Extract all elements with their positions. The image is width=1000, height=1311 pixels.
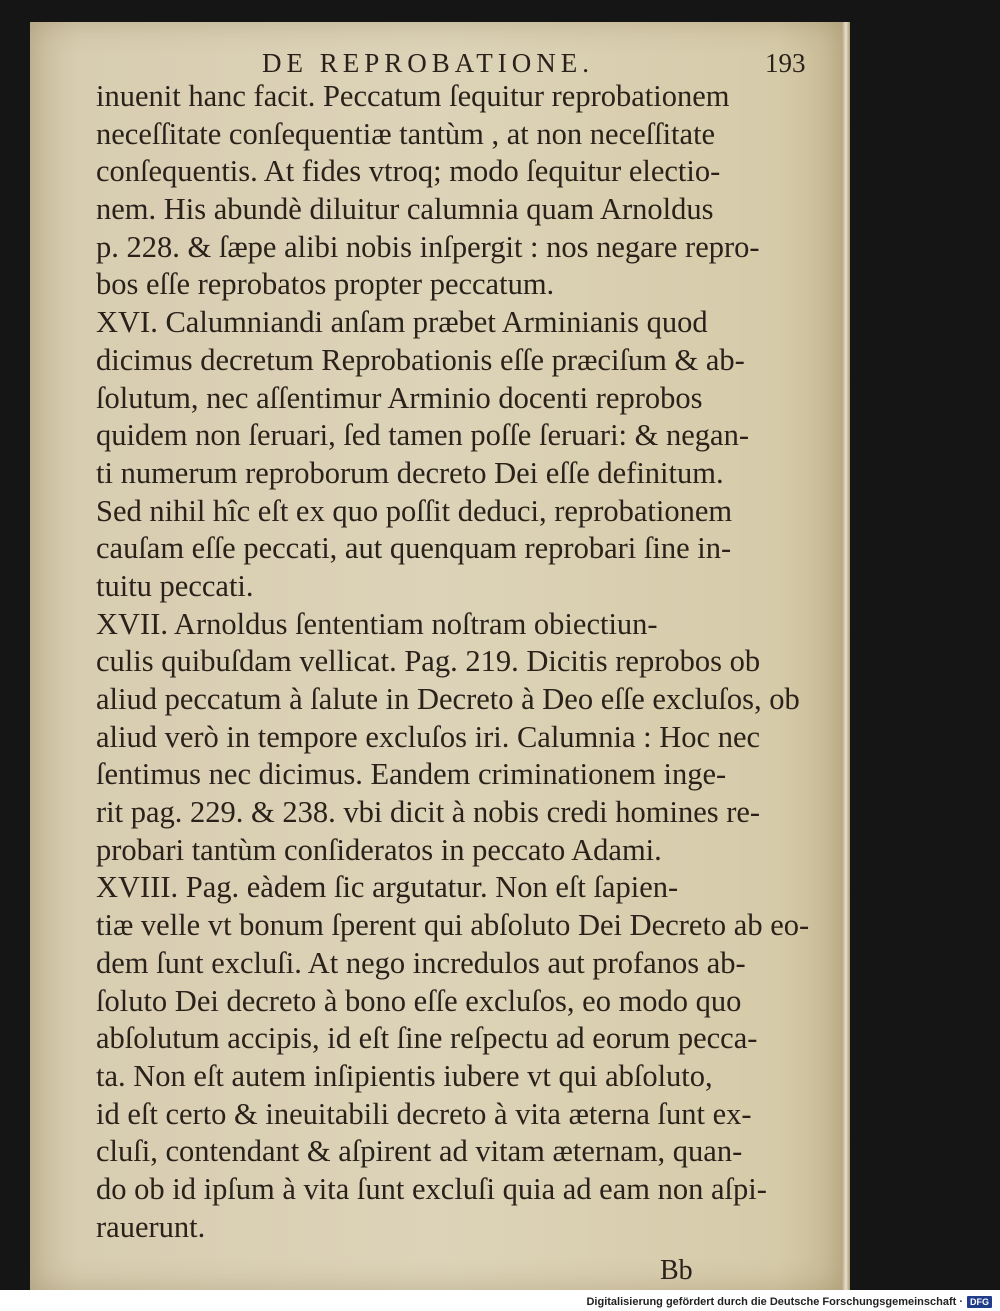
text-line: dicimus decretum Reprobationis eſſe præciſum & ab- — [96, 342, 745, 377]
section-heading-line: XVIII. Pag. eàdem ſic argutatur. Non eſt ſapien- — [96, 870, 679, 905]
page-number: 193 — [765, 48, 806, 78]
text-line: culis quibuſdam vellicat. Pag. 219. Dicitis reprobos ob — [96, 644, 761, 679]
text-line: dem ſunt excluſi. At nego incredulos aut profanos ab- — [96, 945, 746, 980]
text-line: tiæ velle vt bonum ſperent qui abſoluto Dei Decreto ab eo- — [96, 908, 810, 943]
running-title: DE REPROBATIONE. — [262, 48, 595, 78]
text-line: conſequentis. At fides vtroq; modo ſequitur electio- — [96, 154, 721, 189]
text-line: inuenit hanc facit. Peccatum ſequitur reprobationem — [96, 79, 730, 113]
body-text — [96, 78, 808, 1246]
text-line: rauerunt. — [96, 1209, 206, 1244]
text-line: cauſam eſſe peccati, aut quenquam reprobari ſine in- — [96, 531, 732, 566]
text-line: Sed nihil hîc eſt ex quo poſſit deduci, reprobationem — [96, 493, 733, 528]
text-line: cluſi, contendant & aſpirent ad vitam æternam, quan- — [96, 1134, 743, 1169]
text-line: rit pag. 229. & 238. vbi dicit à nobis credi homines re- — [96, 795, 761, 830]
dfg-logo: DFG — [967, 1296, 992, 1308]
text-line: id eſt certo & ineuitabili decreto à vita æterna ſunt ex- — [96, 1096, 752, 1131]
section-heading-line: XVI. Calumniandi anſam præbet Arminianis quod — [96, 305, 708, 340]
text-line: p. 228. & ſæpe alibi nobis inſpergit : nos negare repro- — [96, 229, 760, 264]
text-line: quidem non ſeruari, ſed tamen poſſe ſeruari: & negan- — [96, 418, 749, 453]
credit-text: Digitalisierung gefördert durch die Deutsche Forschungsgemeinschaft · — [586, 1296, 963, 1308]
digitization-credit — [586, 1296, 992, 1308]
section-heading-line: XVII. Arnoldus ſententiam noſtram obiectiun- — [96, 606, 658, 641]
text-line: neceſſitate conſequentiæ tantùm , at non neceſſitate — [96, 116, 716, 151]
text-line: aliud peccatum à ſalute in Decreto à Deo eſſe excluſos, ob — [96, 682, 800, 716]
text-line: tuitu peccati. — [96, 568, 254, 603]
text-line: ta. Non eſt autem inſipientis iubere vt qui abſoluto, — [96, 1058, 713, 1093]
text-line: probari tantùm conſideratos in peccato Adami. — [96, 832, 662, 867]
text-line: aliud verò in tempore excluſos iri. Calumnia : Hoc nec — [96, 719, 761, 754]
text-line: ſentimus nec dicimus. Eandem criminationem inge- — [96, 757, 727, 792]
text-line: do ob id ipſum à vita ſunt excluſi quia ad eam non aſpi- — [96, 1171, 767, 1206]
text-line: ſoluto Dei decreto à bono eſſe excluſos, eo modo quo — [96, 983, 742, 1018]
text-line: nem. His abundè diluitur calumnia quam Arnoldus — [96, 192, 714, 227]
text-line: abſolutum accipis, id eſt ſine reſpectu ad eorum pecca- — [96, 1021, 758, 1056]
text-line: ti numerum reproborum decreto Dei eſſe definitum. — [96, 455, 724, 490]
page-edge — [842, 22, 850, 1290]
text-line: ſolutum, nec aſſentimur Arminio docenti reprobos — [96, 380, 703, 415]
text-line: bos eſſe reprobatos propter peccatum. — [96, 267, 555, 302]
signature-mark: Bb — [660, 1255, 693, 1286]
